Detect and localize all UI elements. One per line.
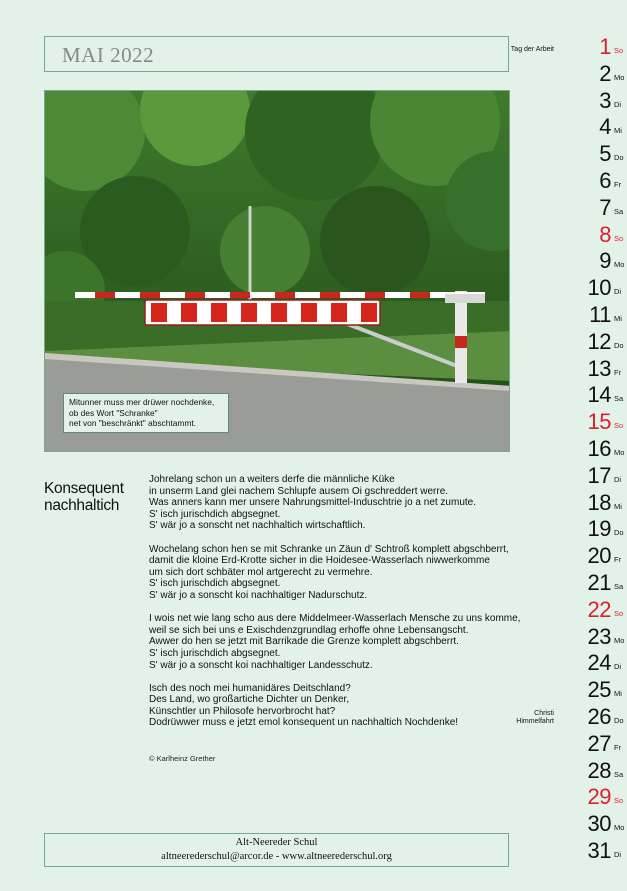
calendar-day: [515, 650, 627, 677]
weekday-label: Mi: [614, 126, 622, 136]
calendar-day: [515, 195, 627, 222]
calendar-day: [515, 758, 627, 785]
day-number: 22: [587, 596, 611, 622]
weekday-label: Mo: [614, 260, 625, 270]
day-number: 24: [587, 650, 611, 676]
poem-line: S' isch jurischdich abgsegnet.: [149, 508, 281, 520]
day-number: 16: [587, 436, 611, 461]
weekday-label: Fr: [614, 742, 622, 752]
day-number: 15: [587, 409, 611, 435]
day-number: 30: [587, 811, 611, 837]
holiday-label: [516, 710, 554, 726]
calendar-day: [515, 409, 627, 436]
weekday-label: Fr: [614, 367, 622, 377]
poem-line: Des Land, wo großartiche Dichter un Denker,: [149, 694, 350, 706]
footer-contact: altneerederschul@arcor.de - www.altneerederschul.org: [161, 851, 392, 862]
calendar-day: [515, 570, 627, 597]
day-number: 10: [587, 275, 611, 301]
weekday-label: Do: [614, 528, 624, 538]
poem-line: Wochelang schon hen se mit Schranke un Zäun d' Schtroß komplett abgschberrt,: [149, 543, 509, 555]
author-credit: © Karlheinz Grether: [149, 754, 216, 763]
calendar-day: [515, 329, 627, 356]
footer-school-name: Alt-Neereder Schul: [235, 837, 318, 848]
weekday-label: Di: [614, 662, 622, 672]
poem-line: S' wär jo a sonscht koi nachhaltiger Nadurschutz.: [149, 589, 368, 601]
calendar-day: [515, 356, 627, 383]
weekday-label: Sa: [614, 206, 624, 216]
caption-line: ob des Wort "Schranke": [69, 407, 158, 418]
calendar-day: [510, 34, 627, 61]
calendar-day: [515, 811, 627, 838]
weekday-label: Di: [614, 99, 622, 109]
poem-line: Awwer do hen se jetzt mit Barrikade die Grenze komplett abgschberrt.: [149, 636, 459, 648]
day-number: 9: [599, 248, 611, 274]
poem-text: [149, 474, 559, 741]
poem-line: weil se sich bei uns e Exischdenzgrundlag erhoffe ohne Lebensangscht.: [149, 624, 469, 636]
day-number: 31: [587, 838, 611, 863]
weekday-label: Sa: [614, 582, 624, 591]
heading-line: nachhaltich: [44, 497, 120, 514]
day-number: 8: [599, 221, 611, 247]
day-number: 4: [599, 114, 611, 140]
weekday-label: Mo: [614, 823, 625, 833]
weekday-label: Do: [614, 716, 624, 725]
calendar-day: [515, 731, 627, 758]
day-number: 3: [599, 87, 611, 113]
calendar-day: [515, 463, 627, 490]
poem-line: um sich dort schbäter mol artgerecht zu vermehre.: [149, 566, 373, 578]
weekday-label: Di: [614, 850, 622, 859]
caption-line: Mitunner muss mer drüwer nochdenke,: [69, 397, 215, 407]
day-number: 14: [587, 382, 611, 408]
poem-stanza: [149, 474, 559, 532]
day-number: 23: [587, 623, 611, 649]
poem-stanza: [149, 613, 559, 671]
poem-line: in unserm Land glei nachem Schlupfe ausem Oi gschreddert werre.: [149, 485, 449, 497]
weekday-label: Fr: [614, 555, 622, 565]
month-title: MAI 2022: [62, 43, 155, 67]
poem-line: damit die kloine Erd-Krotte sicher in die Hoidesee-Wasserlach niwwerkomme: [149, 555, 490, 567]
weekday-label: So: [614, 421, 624, 431]
day-number: 11: [589, 302, 611, 327]
weekday-label: Do: [614, 340, 624, 350]
weekday-label: Mo: [614, 448, 625, 457]
day-number: 12: [587, 328, 611, 354]
poem-line: I wois net wie lang scho aus dere Middelmeer-Wasserlach Mensche zu uns komme,: [149, 613, 521, 625]
day-number: 29: [587, 784, 611, 810]
day-number: 28: [587, 757, 611, 783]
calendar-day: [515, 275, 627, 302]
holiday-label: [511, 46, 554, 54]
poem-stanza: [149, 544, 559, 602]
calendar-day: [515, 222, 627, 249]
calendar-day: [515, 597, 627, 624]
weekday-label: So: [614, 796, 624, 806]
weekday-label: Sa: [614, 769, 624, 779]
footer-box: [44, 833, 509, 867]
weekday-label: Do: [614, 153, 624, 163]
poem-line: S' isch jurischdich abgsegnet.: [149, 647, 281, 659]
calendar-day: [515, 516, 627, 543]
calendar-day: [515, 543, 627, 570]
poem-stanza: [149, 683, 559, 729]
poem-line: Isch des noch mei humanidäres Deitschland?: [149, 682, 351, 694]
photo-caption: [63, 393, 229, 433]
day-number: 6: [599, 168, 611, 193]
day-number: 5: [599, 141, 611, 167]
poem-line: Was anners kann mer unsere Nahrungsmittel-Induschtrie jo a net zumute.: [149, 497, 477, 509]
calendar-day: [515, 248, 627, 275]
calendar-day: [515, 624, 627, 651]
day-number: 18: [587, 489, 611, 515]
poem-line: Johrelang schon un a weiters derfe die männliche Küke: [149, 474, 395, 485]
holiday-label-line: Christi: [534, 710, 554, 717]
calendar-day: [515, 61, 627, 88]
day-number: 7: [599, 194, 611, 220]
poem-heading: [44, 480, 144, 514]
day-number: 21: [587, 570, 611, 595]
calendar-day: [515, 838, 627, 865]
calendar-day: [515, 88, 627, 115]
poem-line: Künschtler un Philosofe hervorbrocht hat?: [149, 705, 336, 717]
weekday-label: Di: [614, 287, 622, 297]
day-number: 17: [587, 462, 611, 488]
calendar-day: [515, 302, 627, 329]
calendar-day: [515, 436, 627, 463]
day-number: 20: [587, 543, 611, 569]
caption-line: net von "beschränkt" abschtammt.: [69, 418, 196, 428]
day-number: 2: [599, 60, 611, 86]
calendar-day: [515, 141, 627, 168]
day-number: 13: [587, 355, 611, 381]
day-number: 1: [599, 34, 611, 59]
day-number: 27: [587, 730, 611, 756]
calendar-day: [515, 168, 627, 195]
day-number: 19: [587, 516, 611, 542]
weekday-label: Mi: [614, 501, 622, 511]
weekday-label: Di: [614, 474, 622, 484]
calendar-day: [515, 677, 627, 704]
weekday-label: Mo: [614, 635, 625, 645]
weekday-label: So: [614, 233, 624, 243]
calendar-day: [515, 490, 627, 517]
poem-line: Dodrüwwer muss e jetzt emol konsequent un nachhaltich Nochdenke!: [149, 717, 459, 729]
holiday-label-line: Himmelfahrt: [516, 718, 554, 725]
holiday-label-line: Tag der Arbeit: [510, 46, 554, 53]
weekday-label: Mi: [614, 314, 622, 323]
poem-line: S' wär jo a sonscht koi nachhaltiger Landesschutz.: [149, 659, 373, 671]
heading-line: Konsequent: [44, 480, 124, 497]
barrier-photo: [44, 90, 510, 452]
poem-line: S' isch jurischdich abgsegnet.: [149, 578, 281, 590]
day-number: 25: [587, 677, 611, 703]
calendar-day: [515, 114, 627, 141]
weekday-label: Sa: [614, 394, 624, 404]
weekday-label: So: [614, 46, 624, 55]
calendar-day: [515, 382, 627, 409]
calendar-day: [515, 784, 627, 811]
weekday-label: Mo: [614, 72, 625, 82]
weekday-label: So: [614, 608, 624, 618]
month-title-box: [44, 36, 509, 72]
calendar-day: [515, 704, 627, 731]
weekday-label: Fr: [614, 180, 622, 189]
day-number: 26: [587, 704, 611, 729]
poem-line: S' wär jo a sonscht net nachhaltich wirtschaftlich.: [149, 520, 366, 532]
weekday-label: Mi: [614, 689, 622, 699]
